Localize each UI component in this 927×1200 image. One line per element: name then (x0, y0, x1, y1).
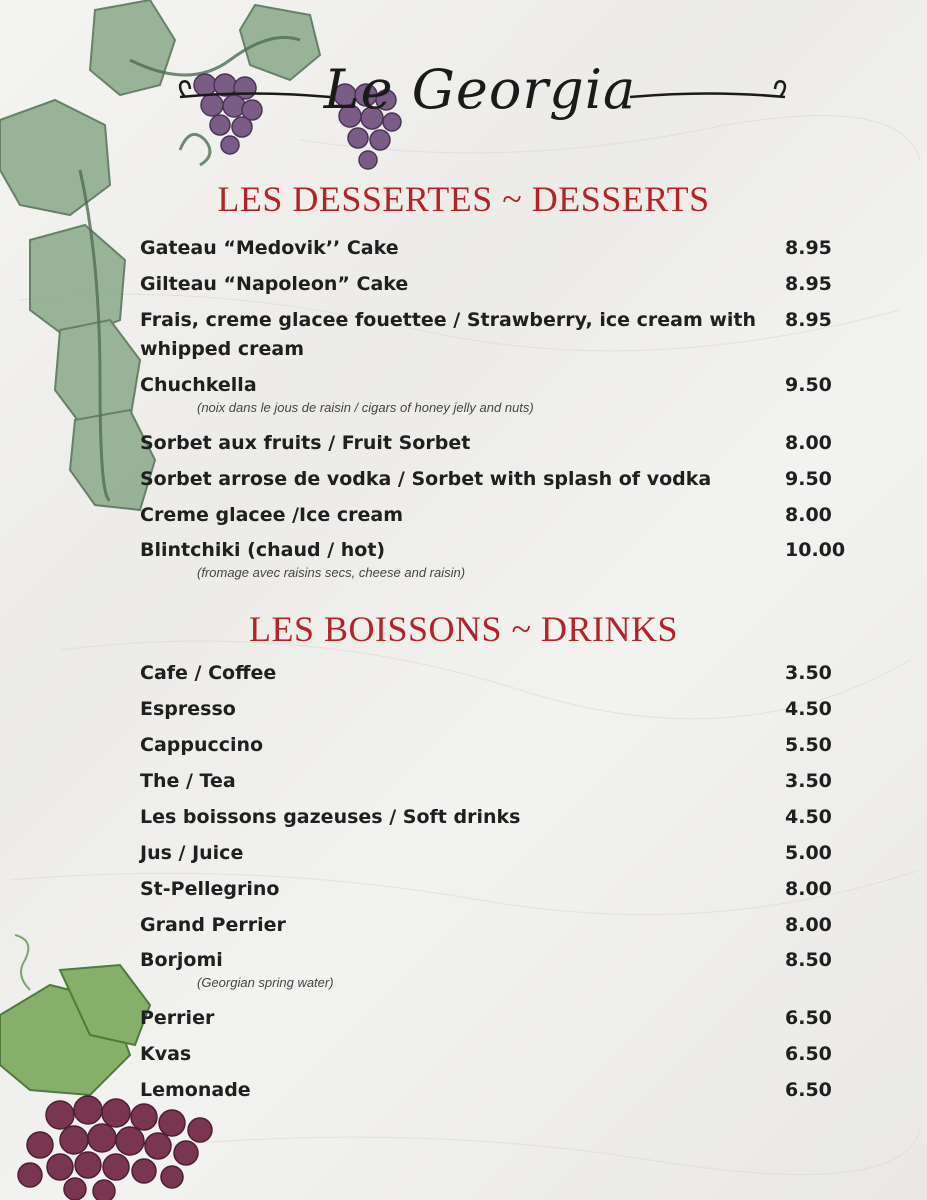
item-price: 6.50 (785, 1079, 832, 1101)
item-name: Grand Perrier (140, 914, 286, 936)
item-price: 8.95 (785, 273, 832, 295)
item-note: (Georgian spring water) (197, 975, 334, 990)
item-name: Perrier (140, 1007, 215, 1029)
item-name: Chuchkella (140, 374, 257, 396)
item-price: 8.00 (785, 432, 832, 454)
item-name: Borjomi (140, 949, 223, 971)
menu-item (140, 429, 860, 458)
item-price: 8.50 (785, 949, 832, 971)
item-name: The / Tea (140, 770, 236, 792)
menu-item (140, 1004, 860, 1033)
menu-item (140, 695, 860, 724)
item-price: 8.00 (785, 878, 832, 900)
menu-item (140, 803, 860, 832)
item-name: Cappuccino (140, 734, 264, 756)
item-note: (noix dans le jous de raisin / cigars of honey jelly and nuts) (197, 400, 534, 415)
item-name: Les boissons gazeuses / Soft drinks (140, 806, 521, 828)
menu-item (140, 371, 860, 416)
item-price: 9.50 (785, 374, 832, 396)
menu-item (140, 306, 860, 364)
item-note: (fromage avec raisins secs, cheese and raisin) (197, 565, 466, 580)
menu-item (140, 659, 860, 688)
item-name: Gateau “Medovik’’ Cake (140, 237, 399, 259)
restaurant-logo (170, 40, 790, 140)
item-name: Espresso (140, 698, 236, 720)
item-name: Gilteau “Napoleon” Cake (140, 273, 409, 295)
item-price: 10.00 (785, 539, 846, 561)
item-price: 4.50 (785, 698, 832, 720)
item-price: 8.95 (785, 237, 832, 259)
menu-item (140, 875, 860, 904)
item-name: Jus / Juice (140, 842, 244, 864)
desserts-section-title: LES DESSERTES ~ DESSERTS (217, 179, 710, 219)
menu-item (140, 767, 860, 796)
menu-item (140, 1076, 860, 1105)
item-price: 5.00 (785, 842, 832, 864)
item-name: Frais, creme glacee fouettee / Strawberry, ice cream with whipped cream (140, 309, 757, 360)
menu-item (140, 270, 860, 299)
item-name: Lemonade (140, 1079, 251, 1101)
item-price: 8.00 (785, 504, 832, 526)
menu-item (140, 536, 860, 581)
menu-item (140, 911, 860, 940)
item-price: 6.50 (785, 1007, 832, 1029)
item-name: Sorbet aux fruits / Fruit Sorbet (140, 432, 471, 454)
item-name: Sorbet arrose de vodka / Sorbet with splash of vodka (140, 468, 712, 490)
item-price: 8.00 (785, 914, 832, 936)
menu-item (140, 946, 860, 991)
menu-item (140, 731, 860, 760)
item-name: St-Pellegrino (140, 878, 280, 900)
menu-item (140, 501, 860, 530)
item-name: Kvas (140, 1043, 192, 1065)
item-price: 6.50 (785, 1043, 832, 1065)
menu-item (140, 465, 860, 494)
item-name: Creme glacee /Ice cream (140, 504, 403, 526)
drinks-section-title: LES BOISSONS ~ DRINKS (248, 609, 679, 649)
item-name: Cafe / Coffee (140, 662, 277, 684)
menu-item (140, 839, 860, 868)
item-price: 4.50 (785, 806, 832, 828)
item-price: 8.95 (785, 309, 832, 331)
menu-item (140, 234, 860, 263)
item-price: 9.50 (785, 468, 832, 490)
menu-item (140, 1040, 860, 1069)
item-price: 5.50 (785, 734, 832, 756)
item-name: Blintchiki (chaud / hot) (140, 539, 386, 561)
restaurant-name: Le Georgia (323, 58, 637, 121)
item-price: 3.50 (785, 662, 832, 684)
item-price: 3.50 (785, 770, 832, 792)
